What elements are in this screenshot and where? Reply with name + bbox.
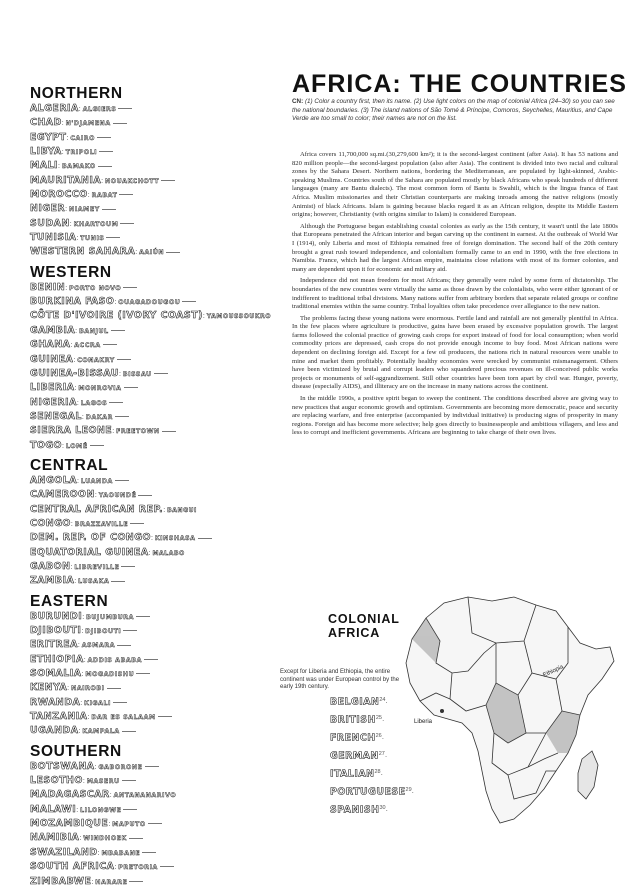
legend-num: 24 [379,697,386,703]
capital-name: LUANDA [80,477,113,485]
country-name: TOGO [30,439,63,451]
region-heading: NORTHERN [30,85,123,102]
list-item: TUNISIA: TUNIS [30,231,270,245]
country-name: GABON [30,560,71,572]
color-line [136,616,150,617]
capital-name: HARARE [95,878,128,886]
country-name: SOMALIA [30,668,82,680]
country-name: BENIN [30,281,66,293]
legend-num: 26 [375,733,382,740]
country-name: SOUTH AFRICA [30,861,115,873]
country-name: CENTRAL AFRICAN REP. [30,503,164,515]
list-item: LIBERIA: MONROVIA [30,381,270,395]
color-line [111,581,125,582]
color-line [102,209,116,210]
list-item: MADAGASCAR: ANTANANARIVO [30,789,177,801]
country-name: ALGERIA [30,103,79,114]
capital-name: MALABO [152,549,185,557]
legend-num: 29 [405,787,412,794]
list-item: DEM. REP. OF CONGO: KINSHASA [30,531,270,545]
list-item: TANZANIA: DAR ES SALAAM [30,710,270,724]
capital-name: KINSHASA [154,535,196,543]
legend-num: 30 [379,805,386,812]
country-name: CAMEROON [30,489,95,501]
map-label-liberia: Liberia [414,719,433,725]
capital-name: TRIPOLI [65,149,98,157]
capital-name: RABAT [91,192,118,200]
capital-name: LILONGWE [80,806,122,814]
country-name: LIBERIA [30,382,75,394]
country-name: NAMIBIA [30,832,80,844]
country-list [30,85,270,893]
capital-name: BISSAU [122,370,152,378]
country-name: LIBYA [30,146,62,158]
list-item: CÔTE D'IVOIRE (IVORY COAST): YAMOUSSOUKRO [30,310,272,322]
country-name: CONGO [30,517,71,529]
colonial-title-line1: COLONIAL [328,612,400,626]
country-name: DJIBOUTI [30,625,82,636]
country-name: MOROCCO [30,189,88,201]
color-line [113,702,127,703]
list-item: BOTSWANA: GABORONE [30,760,270,774]
legend-item: $SPANISH^{30}\cdot$ [330,805,388,817]
color-line [103,344,117,345]
capital-name: MBABANE [101,849,141,857]
country-name: GUINEA-BISSAU [30,367,119,379]
capital-name: BANJUL [79,327,109,335]
list-item: WESTERN SAHARA: AAIÚN [30,245,270,259]
country-name: GHANA [30,339,71,351]
map-label-ethiopia: Ethiopia [542,664,565,679]
legend-num: 25 [375,715,382,722]
capital-name: BUJUMBURA [86,613,135,621]
list-item: SOUTH AFRICA: PRETORIA [30,860,270,874]
list-item: GUINEA-BISSAU: BISSAU [30,367,270,381]
legend-power: GERMAN [330,750,379,762]
color-line [106,237,120,238]
colonial-title [328,612,400,640]
capital-name: MOGADISHU [85,671,135,679]
list-item: CONGO: BRAZZAVILLE [30,517,270,531]
legend-item: $GERMAN^{27}\cdot$ [330,750,388,762]
list-item: CAMEROON: YAOUNDÉ [30,488,270,502]
region-heading: WESTERN [30,263,112,281]
region-heading: EASTERN [30,592,109,610]
list-item: LIBYA: TRIPOLI [30,145,270,159]
color-line [166,252,180,253]
country-name: CÔTE D'IVOIRE (IVORY COAST) [30,310,203,322]
legend-power: BELGIAN [330,696,380,708]
capital-name: YAMOUSSOUKRO [206,313,272,321]
country-name: GUINEA [30,353,74,365]
capital-name: DJIBOUTI [85,628,122,635]
country-name: TUNISIA [30,232,77,244]
list-item: SOMALIA: MOGADISHU [30,667,270,681]
list-item: BENIN: PORTO NOVO [30,281,270,295]
capital-name: ALGIERS [82,106,117,113]
capital-name: WINDHOEK [83,835,127,843]
color-line [115,480,129,481]
capital-name: NIAMEY [69,206,100,214]
legend-power: FRENCH [330,732,376,744]
color-line [160,866,174,867]
list-item: CHAD: N'DJAMENA [30,116,270,130]
list-item: ANGOLA: LUANDA [30,474,270,488]
color-line [129,881,143,882]
paragraph: Although the Portuguese began establishing coastal colonies as early as the 15th century, it wasn't until the late 1800s that Europeans penetrated the African interior and began carving up the continent in earnest. At the outbreak of World War I (1914), only Liberia and most of Ethiopia remained free of foreign domination. The second half of the 20th century brought a great rush toward independence, and colonialism formally came to an end in 1990, with the free elections in Namibia. France, which had the largest African empire, maintains close relations with most of its former colonies, and many are dependent upon it for economic and military aid. [292,222,618,273]
color-line [130,523,144,524]
legend-power: BRITISH [330,714,376,726]
capital-name: LOMÉ [65,442,88,450]
country-name: MALI [30,160,59,172]
list-item: NAMIBIA: WINDHOEK [30,831,270,845]
color-line [136,673,150,674]
legend-num: 27 [378,751,385,758]
coloring-notes [292,98,618,124]
capital-name: BANGUI [167,506,197,514]
country-name: NIGERIA [30,396,77,408]
color-line [99,151,113,152]
capital-name: CAIRO [70,134,95,142]
country-name: NIGER [30,203,66,215]
capital-name: YAOUNDÉ [98,492,137,500]
color-line [144,659,158,660]
country-name: SUDAN [30,217,70,229]
capital-name: ADDIS ABABA [87,656,142,664]
color-line [129,838,143,839]
capital-name: DAKAR [85,413,114,421]
region-list-western [30,281,270,453]
color-line [122,780,136,781]
list-item: LESOTHO: MASERU [30,774,270,788]
capital-name: ASMARA [81,642,116,650]
color-line [161,180,175,181]
capital-name: KIGALI [84,699,111,707]
capital-name: OUAGADOUGOU [118,299,181,307]
list-item: EGYPT: CAIRO [30,131,270,145]
capital-name: PORTO NOVO [69,284,122,292]
color-line [148,823,162,824]
capital-name: AAIÚN [139,249,165,257]
body-text [292,151,618,441]
region-list-eastern [30,610,270,739]
country-name: WESTERN SAHARA [30,246,136,258]
capital-name: DAR ES SALAAM [91,714,156,722]
country-name: UGANDA [30,725,79,737]
list-item: SWAZILAND: MBABANE [30,846,270,860]
list-item: UGANDA: KAMPALA [30,724,270,738]
country-name: EGYPT [30,131,67,143]
color-line [162,431,176,432]
cn-text: (1) Color a country first, then its name. (2) Use light colors on the map of colonial Africa (24–30) so you can see the national boundaries. (3) The island nations of São Tomé & Príncipe, Comoros, Seychelles, Mauritius, and Cape Verde are too small to color; their names are not on the list. [292,98,615,123]
region-heading: SOUTHERN [30,742,122,760]
list-item: NIGER: NIAMEY [30,202,270,216]
capital-name: MAPUTO [112,821,146,829]
list-item: ZAMBIA: LUSAKA [30,574,270,588]
capital-name: BRAZZAVILLE [74,520,129,528]
country-name: LESOTHO [30,775,83,787]
list-item: GUINEA: CONAKRY [30,353,270,367]
paragraph: The problems facing these young nations were enormous. Fertile land and rainfall are not generally plentiful in Africa. In the few places where agriculture is productive, gains have been erased by excessive population growth. The largest farms followed the colonial practice of growing cash crops for export instead of food for local consumption; when world commodity prices are depressed, cash crops do not provide enough income to buy food. Most African nations were dependent on declining foreign aid. Except for a few oil producers, the nations rich in natural resources were unable to mine and market them profitably. Potentially healthy economies were wrecked by communist mismanagement. Others have been victimized by brutal and corrupt leaders who squandered precious revenues on ill-conceived public works projects or monuments of self-aggrandizement. Still other countries have been torn apart by civil war. Hunger, poverty, disease (especially AIDS), and illiteracy are on the increase in many nations across the continent. [292,314,618,391]
capital-name: FREETOWN [116,428,160,436]
liberia-dot [440,709,444,713]
country-name: BOTSWANA [30,760,95,772]
list-item: BURKINA FASO: OUAGADOUGOU [30,295,270,309]
color-line [123,287,137,288]
color-line [138,495,152,496]
list-item: ZIMBABWE: HARARE [30,875,270,889]
color-line [142,852,156,853]
list-item: GHANA: ACCRA [30,338,270,352]
country-name: DEM. REP. OF CONGO [30,532,151,544]
country-name: ZAMBIA [30,575,75,587]
color-line [158,716,172,717]
list-item: SUDAN: KHARTOUM [30,217,270,231]
color-line [109,402,123,403]
color-line [121,566,135,567]
color-line [145,766,159,767]
list-item: BURUNDI: BUJUMBURA [30,610,270,624]
country-name: SWAZILAND [30,846,98,858]
color-line [118,108,132,109]
list-item: MOROCCO: RABAT [30,188,270,202]
page-title: AFRICA: THE COUNTRIES [292,70,627,98]
country-name: KENYA [30,682,68,694]
list-item: MALI: BAMAKO [30,159,270,173]
color-line [119,194,133,195]
color-line [154,373,168,374]
legend-item: $ITALIAN^{28}\cdot$ [330,768,383,780]
list-item: ALGERIA: ALGIERS [30,102,270,116]
color-line [124,387,138,388]
region-list-northern [30,102,270,260]
country-name: MADAGASCAR [30,789,110,801]
list-item: KENYA: NAIROBI [30,681,270,695]
country-name: ZIMBABWE [30,875,92,887]
color-line [123,809,137,810]
capital-name: NOUAKCHOTT [105,177,160,185]
capital-name: N'DJAMENA [65,120,111,128]
legend-item: $PORTUGUESE^{29}\cdot$ [330,786,414,798]
capital-name: CONAKRY [77,356,115,364]
list-item: MALAWI: LILONGWE [30,803,270,817]
country-name: MAURITANIA [30,174,102,186]
legend-power: ITALIAN [330,768,375,780]
list-item: DJIBOUTI: DJIBOUTI [30,624,270,638]
legend-num: 28 [374,769,381,776]
color-line [198,538,212,539]
color-line [107,688,121,689]
capital-name: MASERU [86,778,120,786]
country-name: ERITREA [30,639,78,651]
region-list-central [30,474,270,589]
capital-name: TUNIS [80,235,105,243]
country-name: RWANDA [30,696,81,708]
list-item: MOZAMBIQUE: MAPUTO [30,817,270,831]
color-line [182,301,196,302]
madagascar-outline [578,751,598,799]
list-item: TOGO: LOMÉ [30,439,270,453]
legend-power: SPANISH [330,805,380,817]
color-line [117,359,131,360]
list-item: GABON: LIBREVILLE [30,560,270,574]
capital-name: GABORONE [98,763,143,771]
color-line [117,645,131,646]
colonial-caption: Except for Liberia and Ethiopia, the entire continent was under European control by the early 19th century. [280,669,400,691]
country-name: MOZAMBIQUE [30,818,109,830]
colonial-title-line2: AFRICA [328,626,381,640]
country-name: BURUNDI [30,610,83,622]
color-line [111,330,125,331]
list-item: NIGERIA: LAGOS [30,396,270,410]
country-name: ETHIOPIA [30,653,84,665]
paragraph: In the middle 1990s, a positive spirit began to sweep the continent. The conditions described above are giving way to new practices that augur economic growth and optimism. Governments are becoming more democratic, peace and security are replacing warfare, and free enterprise (accompanied by individual initiative) is producing signs of prosperity in many regions. Foreign aid has become more selective; help goes directly to businesspeople and ambitious villagers, and less and less to corrupt and inefficient governments. Africans are beginning to take charge of their own lives. [292,395,618,437]
capital-name: MONROVIA [78,385,122,393]
color-line [113,123,127,124]
colonial-legend [330,693,414,819]
list-item: ETHIOPIA: ADDIS ABABA [30,653,270,667]
country-name: SIERRA LEONE [30,425,113,437]
list-item: SIERRA LEONE: FREETOWN [30,424,270,438]
region-heading: CENTRAL [30,456,109,474]
country-name: EQUATORIAL GUINEA [30,546,149,558]
color-line [97,137,111,138]
color-line [90,445,104,446]
country-name: ANGOLA [30,474,77,486]
list-item: GAMBIA: BANJUL [30,324,270,338]
capital-name: LIBREVILLE [74,563,120,571]
capital-name: LAGOS [80,399,108,407]
list-item: CENTRAL AFRICAN REP.: BANGUI [30,503,197,515]
color-line [115,416,129,417]
list-item: EQUATORIAL GUINEA: MALABO [30,546,185,558]
color-line [98,166,112,167]
capital-name: ANTANANARIVO [113,792,177,800]
capital-name: NAIROBI [71,685,105,693]
country-name: GAMBIA [30,324,76,336]
list-item: MAURITANIA: NOUAKCHOTT [30,174,270,188]
capital-name: KAMPALA [82,728,120,736]
capital-name: BAMAKO [61,163,96,171]
color-line [120,223,134,224]
country-name: CHAD [30,117,62,129]
country-name: TANZANIA [30,711,88,723]
list-item: ERITREA: ASMARA [30,638,270,652]
capital-name: LUSAKA [78,578,110,586]
capital-name: KHARTOUM [73,220,119,228]
legend-power: PORTUGUESE [330,786,406,798]
legend-item: $FRENCH^{26}\cdot$ [330,732,385,744]
list-item: RWANDA: KIGALI [30,696,270,710]
country-name: SENEGAL [30,410,82,422]
region-list-southern [30,760,270,889]
legend-item: $BRITISH^{25}\cdot$ [330,714,385,726]
color-line [123,630,137,631]
paragraph: Africa covers 11,700,000 sq.mi.(30,279,600 km²); it is the second-largest continent (after Asia). It has 53 nations and 820 million people—the second-largest population (also after Asia). The continent is divided into two racial and cultural zones by the Sahara Desert. Northern nations, bordering the Mediterranean, are populated by light-skinned, Arabic-speaking Muslims. Countries south of the Sahara are populated mostly by black Africans who speak hundreds of different languages (many are Bantu dialects). The most common form of Bantu is Swahili, which is the lingua franca of East Africa. Muslim missionaries and their Christian counterparts are making inroads among the native religions (mostly Animist) of black Africans. Islam is gaining because blacks regard it as an African religion, despite its Middle Eastern origins; however, Christianity (with origins similar to Islam) is considered European. [292,151,618,219]
cn-label: CN: [292,98,304,105]
capital-name: PRETORIA [118,864,158,872]
colonial-africa-map [396,583,628,829]
country-name: BURKINA FASO [30,296,115,308]
country-name: MALAWI [30,803,77,815]
paragraph: Independence did not mean freedom for most Africans; they generally were ruled by some form of dictatorship. The boundaries of the new countries were virtually the same as those drawn by the colonialists, who were either ignorant of or indifferent to traditional tribal divisions. Many nations suffer from arbitrary borders that separate related groups or confine traditional enemies within the same country. Tribal loyalties often take precedence over allegiance to the new nation. [292,277,618,311]
legend-item: $BELGIAN^{24}\cdot$ [330,696,388,708]
capital-name: ACCRA [74,342,101,350]
list-item: SENEGAL: DAKAR [30,410,270,424]
color-line [122,731,136,732]
